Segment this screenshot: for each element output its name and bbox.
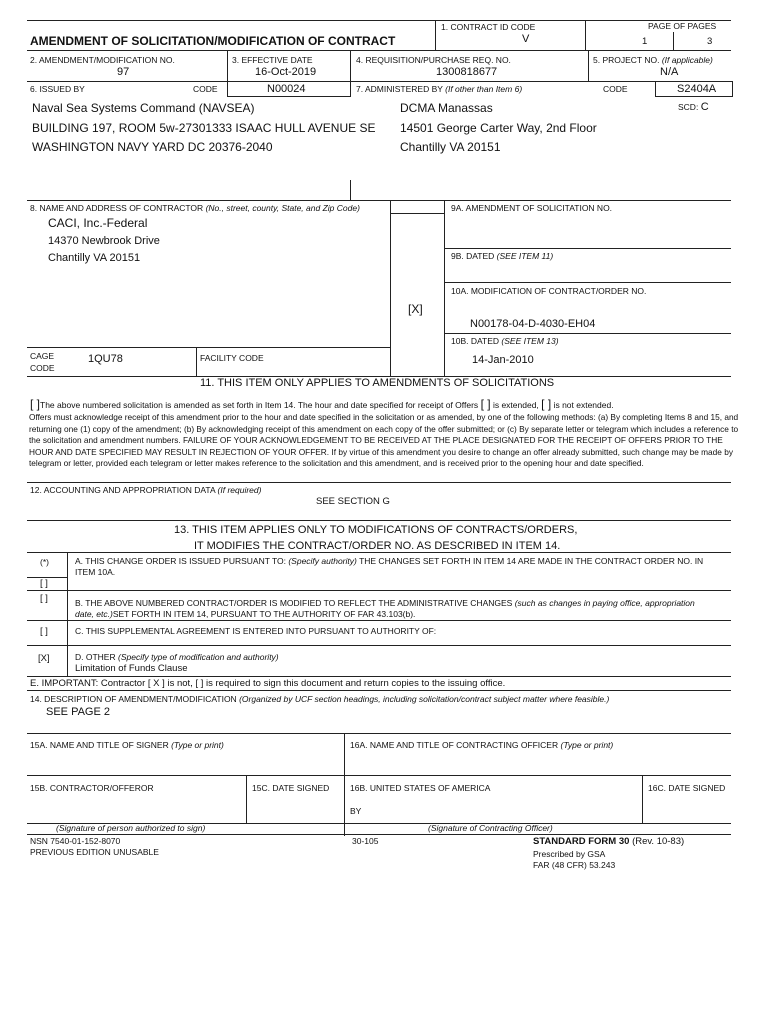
contractor-is-not-checkbox[interactable]: [ X ] [147, 678, 165, 689]
admin-line-2: 14501 George Carter Way, 2nd Floor [400, 121, 597, 135]
signer-name-label: 15A. NAME AND TITLE OF SIGNER (Type or print) [30, 740, 224, 750]
item-9b-label: 9B. DATED (SEE ITEM 11) [451, 251, 554, 261]
effective-date-label: 3. EFFECTIVE DATE [232, 55, 313, 65]
item-11-extended-checkbox[interactable]: [ ] [480, 397, 491, 411]
contract-id-value: V [522, 33, 530, 45]
contractor-line-2: 14370 Newbrook Drive [48, 235, 160, 247]
important-notice: E. IMPORTANT: Contractor [ X ] is not, [ ] is required to sign this document and return copies to the issuing office. [30, 678, 506, 689]
nsn-number: NSN 7540-01-152-8070 [30, 836, 121, 846]
amendment-no-label: 2. AMENDMENT/MODIFICATION NO. [30, 55, 175, 65]
by-label: BY [350, 806, 362, 816]
item-13c-checkbox[interactable]: [ ] [40, 626, 48, 637]
prescribed-by: Prescribed by GSA [533, 849, 606, 859]
item-13b-text-2: date, etc.)SET FORTH IN ITEM 14, PURSUANT TO THE AUTHORITY OF FAR 43.103(b). [75, 609, 416, 619]
description-label: 14. DESCRIPTION OF AMENDMENT/MODIFICATION (Organized by UCF section headings, including solicitation/contract subject matter where feasible.) [30, 694, 610, 704]
issued-code-value: N00024 [267, 83, 306, 95]
modification-checkbox[interactable]: [X] [408, 302, 423, 316]
item-10b-label: 10B. DATED (SEE ITEM 13) [451, 336, 559, 346]
issued-by-label: 6. ISSUED BY [30, 84, 85, 94]
form-title: AMENDMENT OF SOLICITATION/MODIFICATION OF CONTRACT [30, 34, 396, 48]
admin-line-1: DCMA Manassas [400, 101, 493, 115]
administered-code-value: S2404A [677, 83, 717, 95]
contractor-line-1: CACI, Inc.-Federal [48, 216, 148, 230]
administered-code-label: CODE [603, 84, 628, 94]
amendment-no-value: 97 [117, 66, 130, 78]
cage-code-value: 1QU78 [88, 353, 123, 365]
accounting-data-value: SEE SECTION G [316, 496, 390, 507]
project-no-value: N/A [660, 66, 679, 78]
issuer-line-2: BUILDING 197, ROOM 5w-27301333 ISAAC HULL AVENUE SE [32, 121, 376, 135]
item-13a-text-1: A. THIS CHANGE ORDER IS ISSUED PURSUANT TO: (Specify authority) THE CHANGES SET FORTH IN ITEM 14 ARE MADE IN THE CONTRACT ORDER NO. IN [75, 556, 704, 566]
officer-signature-note: (Signature of Contracting Officer) [428, 823, 553, 833]
requisition-label: 4. REQUISITION/PURCHASE REQ. NO. [356, 55, 511, 65]
contract-id-label: 1. CONTRACT ID CODE [441, 22, 536, 32]
form-code: 30-105 [352, 836, 379, 846]
standard-form-title: STANDARD FORM 30 (Rev. 10-83) [533, 836, 685, 847]
facility-code-label: FACILITY CODE [200, 353, 264, 363]
administered-by-label: 7. ADMINISTERED BY (If other than Item 6) [356, 84, 523, 94]
requisition-value: 1300818677 [436, 66, 498, 78]
page-number: 1 [642, 36, 648, 47]
item-13d-text-1: D. OTHER (Specify type of modification and authority) [75, 652, 279, 662]
modification-contract-label: 10A. MODIFICATION OF CONTRACT/ORDER NO. [451, 286, 647, 296]
cage-label-1: CAGE [30, 351, 55, 361]
cage-label-2: CODE [30, 363, 55, 373]
accounting-data-label: 12. ACCOUNTING AND APPROPRIATION DATA (If required) [30, 485, 262, 495]
scd-label: SCD: C [678, 101, 709, 113]
item-13d-checkbox[interactable]: [X] [38, 653, 50, 664]
issuer-line-3: WASHINGTON NAVY YARD DC 20376-2040 [32, 140, 273, 154]
total-pages: 3 [707, 36, 713, 47]
far-reference: FAR (48 CFR) 53.243 [533, 860, 616, 870]
item-11-not-extended-checkbox[interactable]: [ ] [541, 397, 552, 411]
previous-edition-note: PREVIOUS EDITION UNUSABLE [30, 847, 159, 857]
item-13-heading-1: 13. THIS ITEM APPLIES ONLY TO MODIFICATIONS OF CONTRACTS/ORDERS, [174, 524, 578, 536]
officer-name-label: 16A. NAME AND TITLE OF CONTRACTING OFFICER (Type or print) [350, 740, 614, 750]
issued-code-label: CODE [193, 84, 218, 94]
item-13a-checkbox[interactable]: (*) [40, 557, 49, 567]
modification-contract-value: N00178-04-D-4030-EH04 [470, 318, 596, 330]
item-13b-text-1: B. THE ABOVE NUMBERED CONTRACT/ORDER IS MODIFIED TO REFLECT THE ADMINISTRATIVE CHANGES (such as changes in paying office, appropriation [75, 598, 695, 608]
contractor-label: 8. NAME AND ADDRESS OF CONTRACTOR (No., street, county, State, and Zip Code) [30, 203, 360, 213]
item-13a-text-2: ITEM 10A. [75, 567, 116, 577]
contractor-is-checkbox[interactable]: [ ] [195, 678, 204, 689]
project-no-label: 5. PROJECT NO. (If applicable) [593, 55, 713, 65]
amendment-solicitation-label: 9A. AMENDMENT OF SOLICITATION NO. [451, 203, 613, 213]
usa-label: 16B. UNITED STATES OF AMERICA [350, 783, 491, 793]
item-13-blank-checkbox[interactable]: [ ] [40, 578, 48, 589]
admin-line-3: Chantilly VA 20151 [400, 140, 501, 154]
item-11-heading: 11. THIS ITEM ONLY APPLIES TO AMENDMENTS OF SOLICITATIONS [200, 377, 555, 389]
contractor-signature-note: (Signature of person authorized to sign) [56, 823, 206, 833]
contractor-line-3: Chantilly VA 20151 [48, 252, 141, 264]
item-11-line-1: [ ]The above numbered solicitation is amended as set forth in Item 14. The hour and date specified for receipt of Offers [ ] is extended, [ ] is not extended. [30, 397, 614, 411]
contractor-date-signed-label: 15C. DATE SIGNED [252, 783, 330, 793]
effective-date-value: 16-Oct-2019 [255, 66, 317, 78]
item-11-paragraph: Offers must acknowledge receipt of this amendment prior to the hour and date specified in the solicitation or as amended, by one of the following methods: (a) By completing Items 8 and 15, and returning one (1) copy of the amendment; (b) By acknowledging receipt of this amendment on each copy of the offer submitted; or (c) By separate letter or telegram which includes a reference to the solicitation and amendment numbers. FAILURE OF YOUR ACKNOWLEDGEMENT TO BE RECEIVED AT THE PLACE DESIGNATED FOR THE RECEIPT OF OFFERS PRIOR TO THE HOUR AND DATE SPECIFIED MAY RESULT IN REJECTION OF YOUR OFFER. If by virtue of this amendment you desire to change an offer already submitted, such change may be made by telegram or letter, provided each telegram or letter makes reference to the solicitation and this amendment, and is received prior to the opening hour and date specified. [29, 412, 739, 469]
item-13b-checkbox[interactable]: [ ] [40, 593, 48, 604]
item-10b-value: 14-Jan-2010 [472, 354, 534, 366]
contractor-offeror-label: 15B. CONTRACTOR/OFFEROR [30, 783, 154, 793]
item-13c-text: C. THIS SUPPLEMENTAL AGREEMENT IS ENTERED INTO PURSUANT TO AUTHORITY OF: [75, 626, 437, 636]
description-value: SEE PAGE 2 [46, 706, 110, 718]
item-11-open-bracket-1[interactable]: [ ] [30, 397, 41, 411]
page-of-pages-label: PAGE OF PAGES [648, 21, 717, 31]
item-13-heading-2: IT MODIFIES THE CONTRACT/ORDER NO. AS DESCRIBED IN ITEM 14. [194, 540, 561, 552]
item-13d-text-2: Limitation of Funds Clause [75, 663, 188, 674]
issuer-line-1: Naval Sea Systems Command (NAVSEA) [32, 101, 255, 115]
officer-date-signed-label: 16C. DATE SIGNED [648, 783, 726, 793]
